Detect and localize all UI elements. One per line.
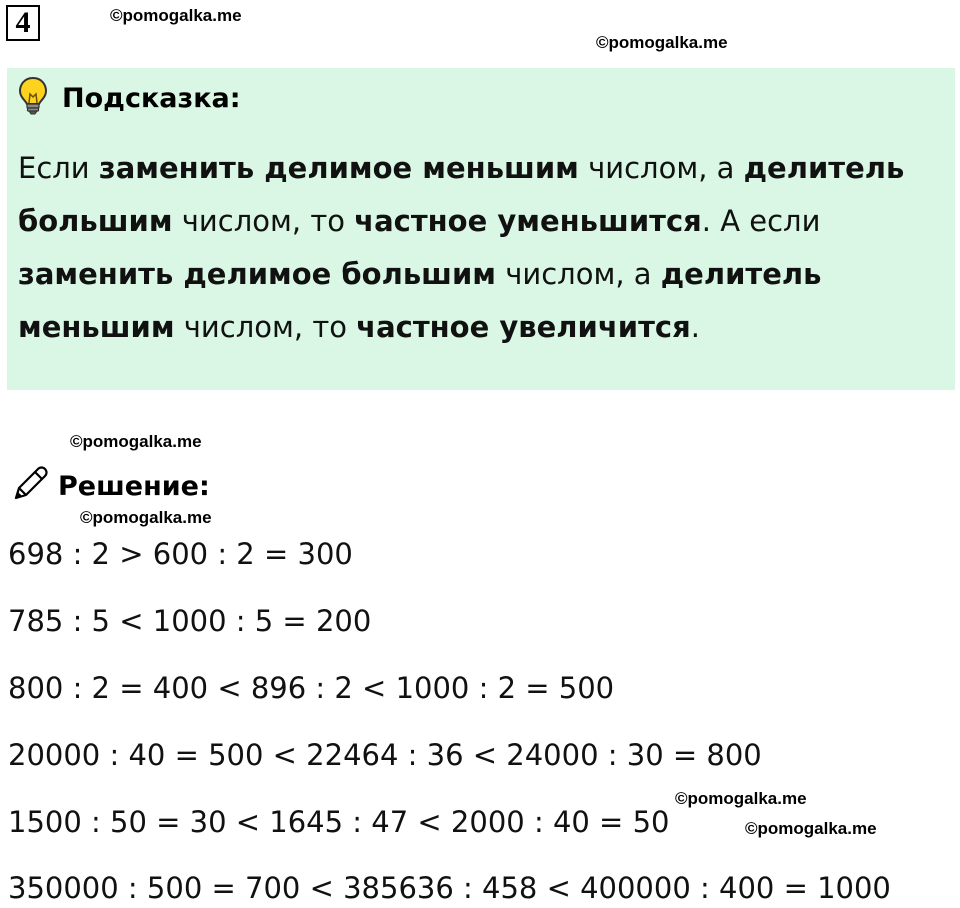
- solution-line: 1500 : 50 = 30 < 1645 : 47 < 2000 : 40 = 50: [8, 805, 670, 839]
- watermark: ©pomogalka.me: [596, 33, 728, 52]
- watermark: ©pomogalka.me: [70, 432, 202, 451]
- hint-title: Подсказка:: [62, 82, 241, 114]
- hint-bold-segment: делитель большим: [18, 151, 905, 238]
- solution-line: 785 : 5 < 1000 : 5 = 200: [8, 604, 372, 638]
- lightbulb-icon: [18, 76, 48, 121]
- hint-header: [18, 78, 241, 118]
- solution-header: [10, 466, 210, 506]
- hint-bold-segment: частное увеличится: [356, 310, 691, 344]
- solution-line: 800 : 2 = 400 < 896 : 2 < 1000 : 2 = 500: [8, 671, 615, 705]
- hint-text-segment: .: [690, 310, 700, 344]
- hint-bold-segment: заменить делимое большим: [18, 257, 497, 291]
- watermark: ©pomogalka.me: [80, 508, 212, 527]
- watermark: ©pomogalka.me: [675, 789, 807, 808]
- hint-text: [18, 142, 918, 354]
- solution-line: 20000 : 40 = 500 < 22464 : 36 < 24000 : 30 = 800: [8, 738, 762, 772]
- hint-bold-segment: делитель меньшим: [18, 257, 822, 344]
- task-number: 4: [6, 5, 40, 41]
- hint-text-segment: . А если: [701, 204, 821, 238]
- hint-bold-segment: частное уменьшится: [354, 204, 702, 238]
- solution-line: 350000 : 500 = 700 < 385636 : 458 < 400000 : 400 = 1000: [8, 871, 891, 905]
- hint-text-segment: Если: [18, 151, 99, 185]
- hint-text-segment: числом, а: [496, 257, 661, 291]
- hint-text-segment: числом, то: [172, 204, 355, 238]
- solution-line: 698 : 2 > 600 : 2 = 300: [8, 537, 353, 571]
- watermark: ©pomogalka.me: [745, 819, 877, 838]
- hint-text-segment: числом, то: [174, 310, 357, 344]
- hint-text-segment: числом, а: [578, 151, 744, 185]
- pencil-icon: [10, 464, 50, 509]
- watermark: ©pomogalka.me: [110, 6, 242, 25]
- hint-bold-segment: заменить делимое меньшим: [98, 151, 579, 185]
- solution-title: Решение:: [58, 470, 210, 502]
